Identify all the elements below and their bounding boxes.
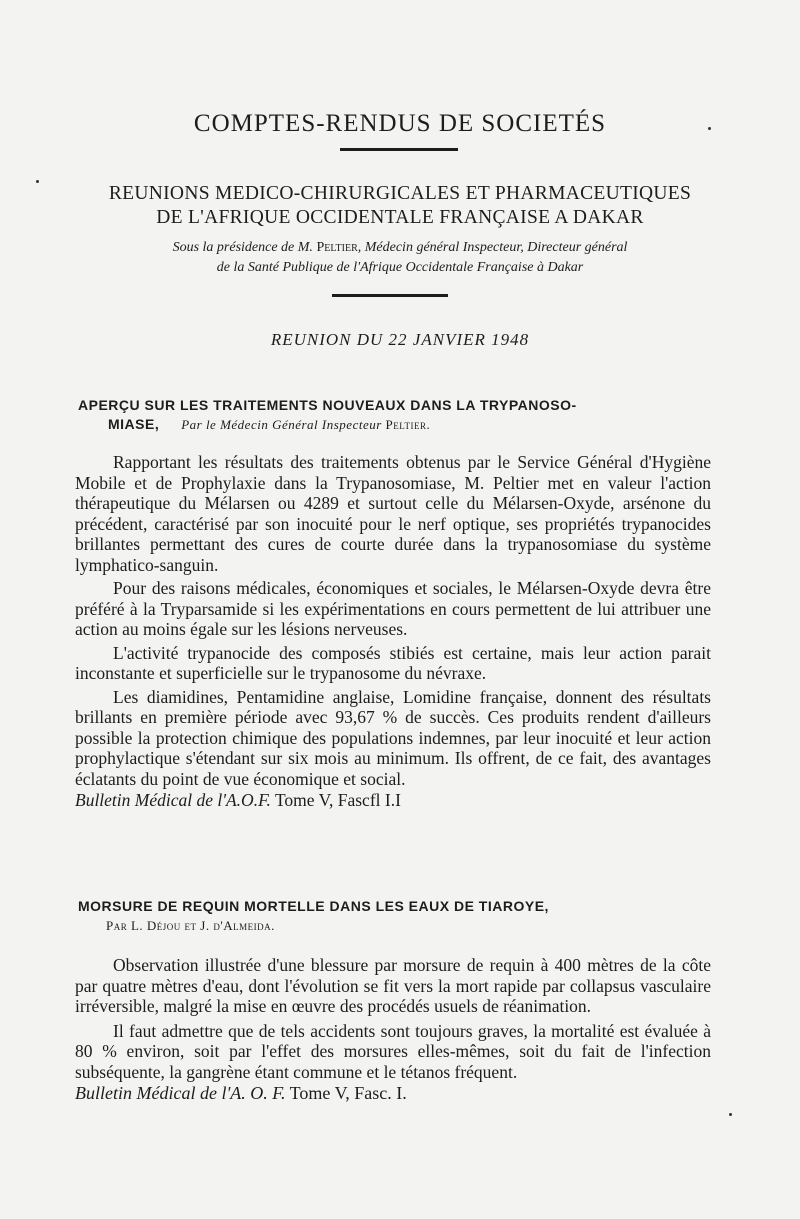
page-title: COMPTES-RENDUS DE SOCIETÉS <box>193 110 607 137</box>
article-1-byline-text: Par le Médecin Général Inspecteur <box>181 417 382 432</box>
article-2-title-line: MORSURE DE REQUIN MORTELLE DANS LES EAUX DE TIAROYE, <box>78 898 549 914</box>
article-1-source <box>75 790 711 811</box>
meeting-heading: REUNION DU 22 JANVIER 1948 <box>270 330 530 349</box>
scan-speck <box>708 127 711 130</box>
article-2-source <box>75 1083 711 1104</box>
presidency-line-1 <box>60 238 740 258</box>
scan-speck <box>729 1113 732 1116</box>
article-1-author: Peltier. <box>385 417 431 432</box>
scan-speck <box>36 180 39 183</box>
article-2-source-journal: Bulletin Médical de l'A. O. F. <box>75 1083 286 1103</box>
presidency-role: , Médecin général Inspecteur, Directeur général <box>357 240 628 255</box>
article-2-paragraph: Observation illustrée d'une blessure par morsure de requin à 400 mètres de la côte par quatre mètres d'eau, dont l'évolution se fit vers la mort rapide par collapsus vasculaire irréversible, malgré la mise en œuvre des procédés usuels de réanimation. <box>75 955 711 1016</box>
article-1-title-cont: MIASE, <box>108 416 160 432</box>
presidency-note <box>60 238 740 278</box>
subtitle-line-1: REUNIONS MEDICO-CHIRURGICALES ET PHARMACEUTIQUES <box>108 183 692 204</box>
article-2-source-issue: Tome V, Fasc. I. <box>285 1083 407 1103</box>
article-1-paragraph: Rapportant les résultats des traitements obtenus par le Service Général d'Hygiène Mobile et de Prophylaxie dans la Trypanosomiase, M. Peltier met en valeur l'action thérapeutique du Mélarsen ou 4289 et surtout celle du Mélarsen-Oxyde, arsénone du précédent, caractérisé par son inocuité pour le nerf optique, ses propriétés trypanocides brillantes permettant des cures de courte durée dans la trypanosomiase du système lymphatico-sanguin. <box>75 452 711 575</box>
article-2-byline: Par L. Déjou et J. d'Almeida. <box>106 918 275 933</box>
society-subtitle <box>0 182 800 230</box>
presidency-rule <box>332 294 448 297</box>
article-1-source-issue: Tome V, Fascfl I.I <box>270 790 401 810</box>
article-1-paragraph: L'activité trypanocide des composés stibiés est certaine, mais leur action parait inconstante et superficielle sur le trypanosome du névraxe. <box>75 642 711 683</box>
presidency-text: Sous la présidence de M. <box>172 240 317 255</box>
article-1-title-cont-line <box>78 415 718 434</box>
title-rule <box>340 148 458 151</box>
article-1-source-journal: Bulletin Médical de l'A.O.F. <box>75 790 271 810</box>
article-1-title <box>78 396 718 434</box>
article-1-paragraph: Les diamidines, Pentamidine anglaise, Lomidine française, donnent des résultats brillants en première période avec 93,67 % de succès. Ces produits rendent d'ailleurs possible la protection chimique des populations indemnes, par leur inocuité et leur action prophylactique s'étendant sur six mois au minimum. Ils offrent, de ce fait, des avantages éclatants du point de vue économique et social. <box>75 686 711 789</box>
article-1-paragraph: Pour des raisons médicales, économiques et sociales, le Mélarsen-Oxyde devra être préféré à la Tryparsamide si les expérimentations en cours permettent de lui attribuer une action au moins égale sur les lésions nerveuses. <box>75 578 711 639</box>
article-1-title-line: APERÇU SUR LES TRAITEMENTS NOUVEAUX DANS LA TRYPANOSO- <box>78 397 577 413</box>
article-2-paragraph: Il faut admettre que de tels accidents sont toujours graves, la mortalité est évaluée à 80 % environ, soit par l'effet des morsures elles-mêmes, soit du fait de l'infection subséquente, la gangrène étant commune et le tétanos fréquent. <box>75 1020 711 1082</box>
article-1-byline <box>181 417 430 432</box>
president-name: Peltier <box>316 240 358 255</box>
article-2-body <box>75 955 711 1104</box>
article-2-title <box>78 897 718 935</box>
presidency-line-2: de la Santé Publique de l'Afrique Occidentale Française à Dakar <box>216 260 584 275</box>
subtitle-line-2: DE L'AFRIQUE OCCIDENTALE FRANÇAISE A DAKAR <box>156 207 644 228</box>
article-1-body <box>75 452 711 811</box>
